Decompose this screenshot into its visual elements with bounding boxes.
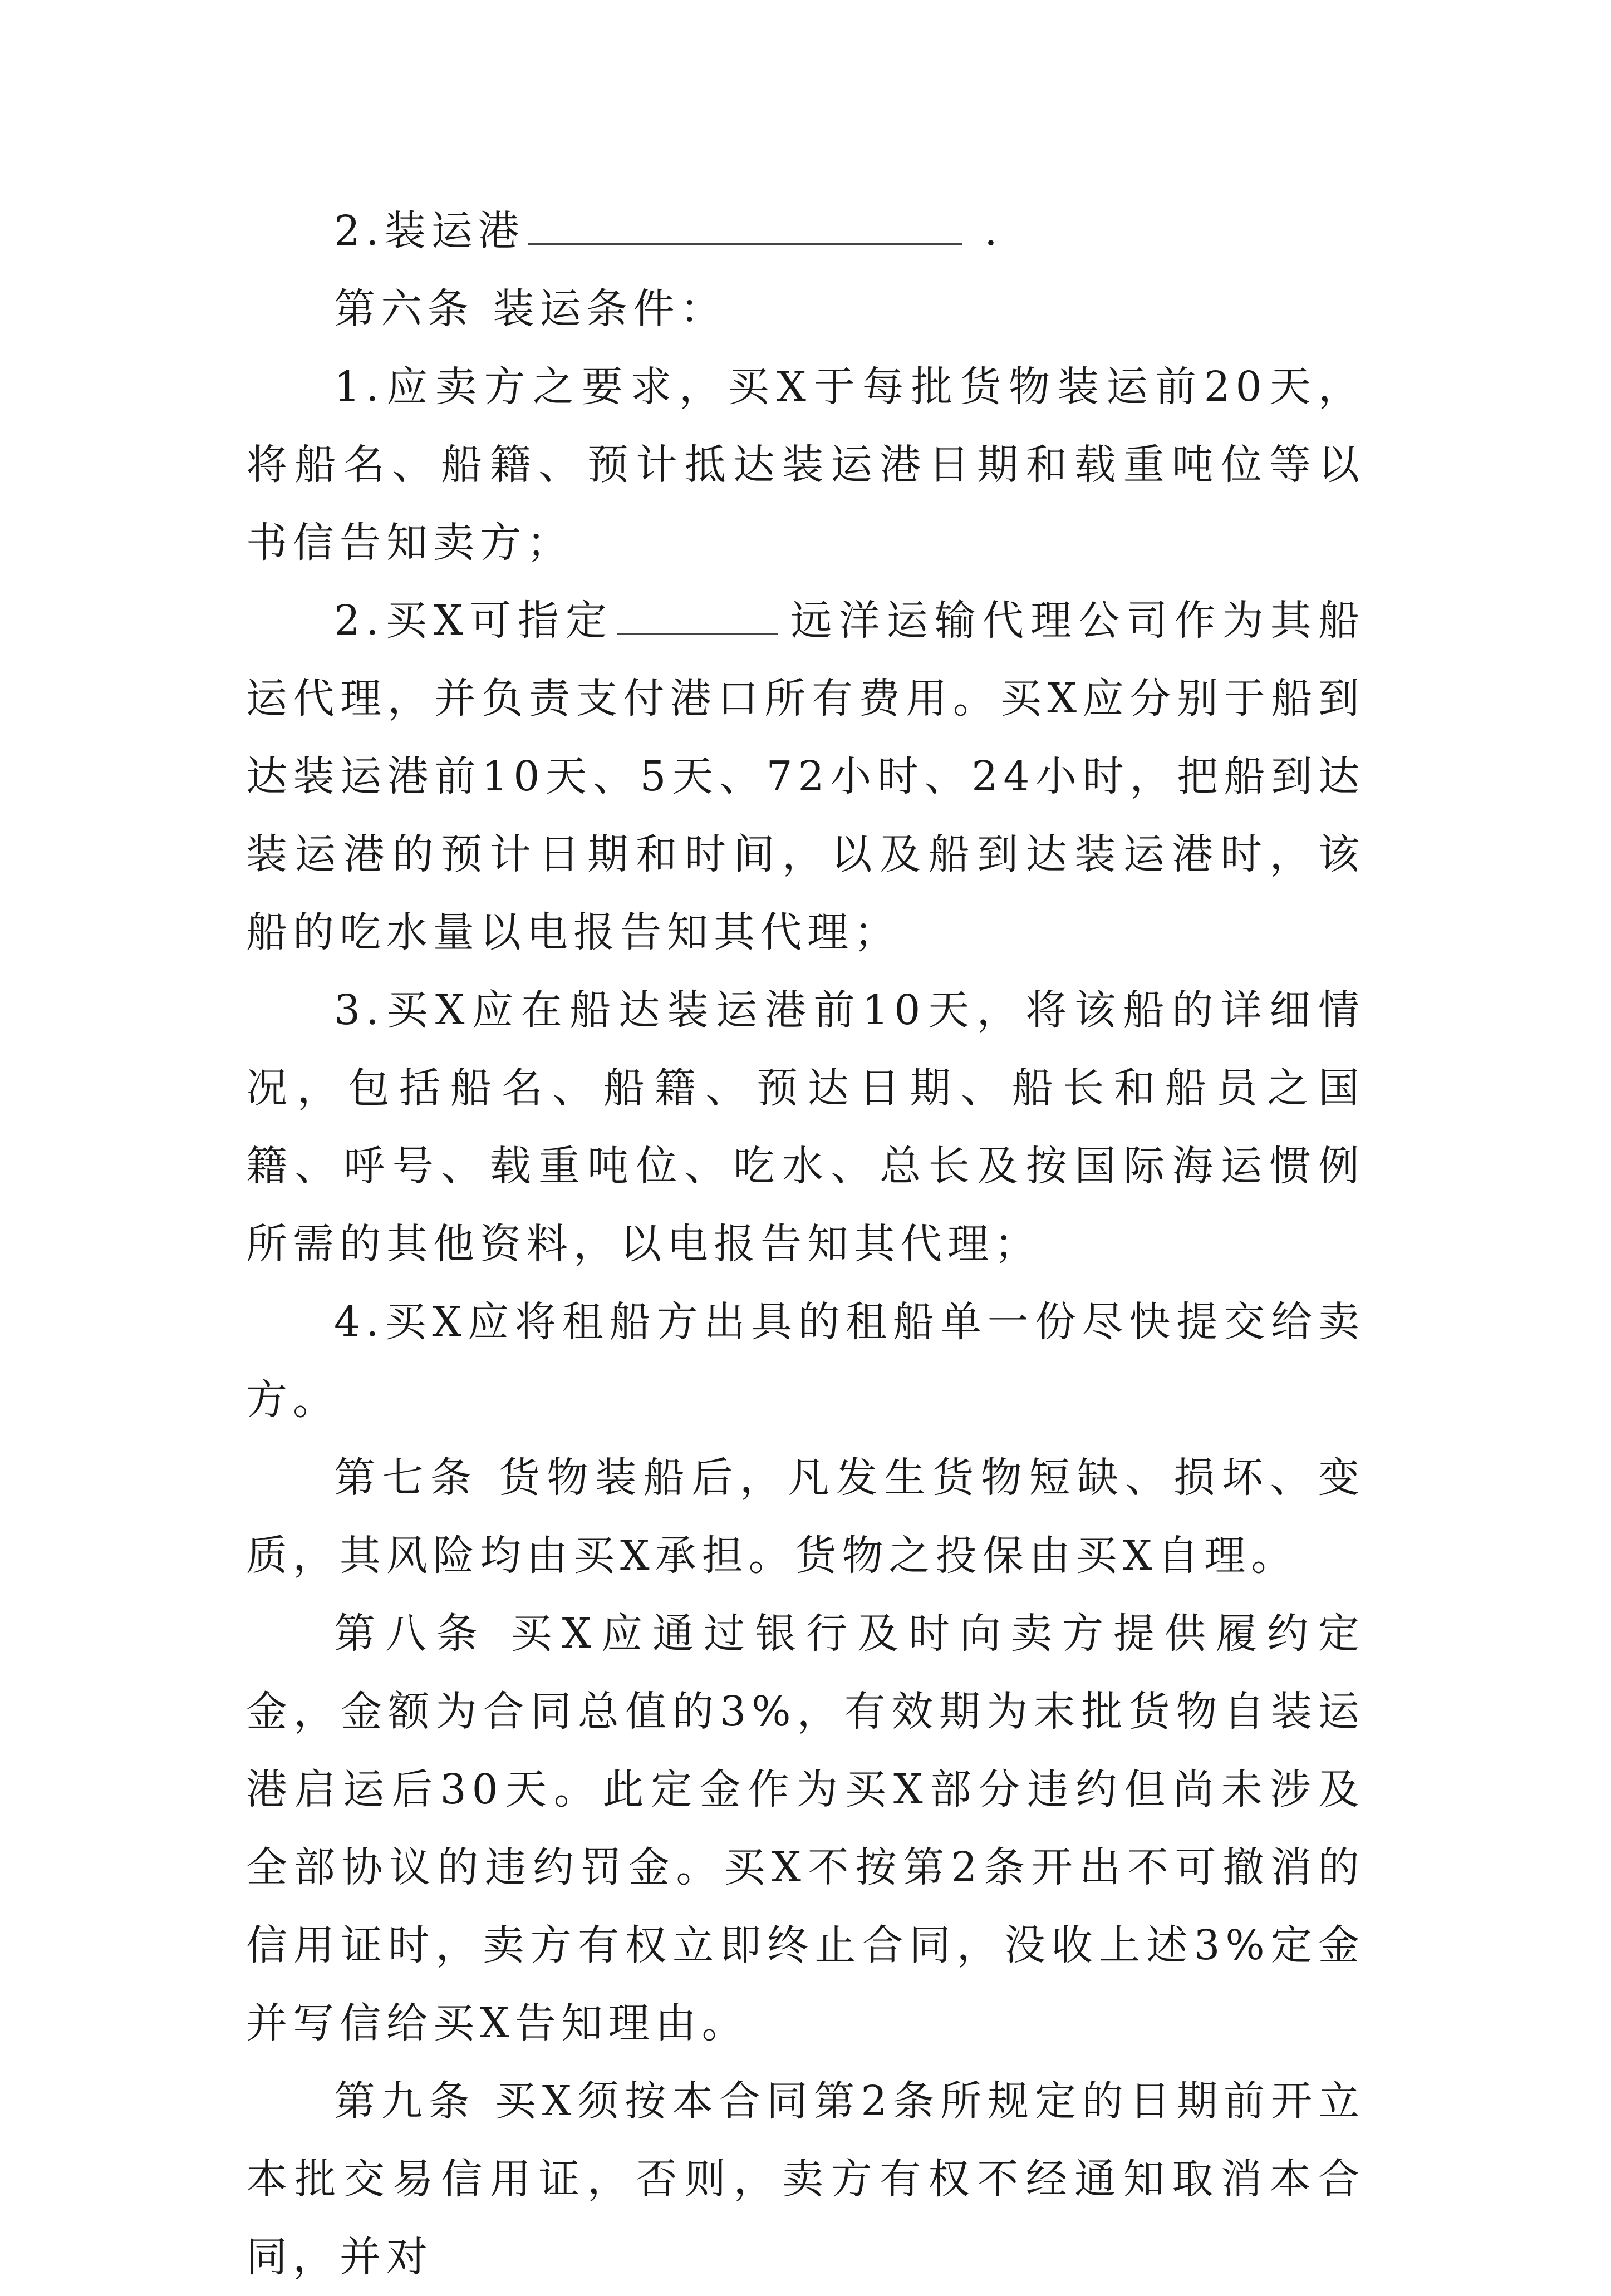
article-6-clause-3: 3.买X应在船达装运港前10天，将该船的详细情况，包括船名、船籍、预达日期、船长和船员之国籍、呼号、载重吨位、吃水、总长及按国际海运惯例所需的其他资料，以电报告知其代理； bbox=[246, 986, 1365, 1268]
article-9: 第九条 买X须按本合同第2条所规定的日期前开立本批交易信用证，否则，卖方有权不经通知取消本合同，并对 bbox=[246, 2077, 1365, 2281]
clause-2-rest: 远洋运输代理公司作为其船运代理，并负责支付港口所有费用。买X应分别于船到达装运港前10天、5天、72小时、24小时，把船到达装运港的预计日期和时间，以及船到达装运港时，该船的吃水量以电报告知其代理； bbox=[246, 597, 1365, 956]
article-6-clause-2 bbox=[246, 582, 1365, 971]
article-6-heading: 第六条 装运条件： bbox=[334, 285, 727, 333]
document-body bbox=[246, 192, 1365, 2296]
paragraph-loading-port bbox=[246, 192, 1365, 270]
clause-2-lead: 2.买X可指定 bbox=[334, 597, 614, 645]
loading-port-label: 2.装运港 bbox=[334, 207, 525, 255]
article-6-clause-1: 1.应卖方之要求，买X于每批货物装运前20天，将船名、船籍、预计抵达装运港日期和载重吨位等以书信告知卖方； bbox=[246, 363, 1365, 567]
loading-port-blank bbox=[528, 200, 962, 245]
shipping-agent-blank bbox=[617, 589, 778, 635]
article-7: 第七条 货物装船后，凡发生货物短缺、损坏、变质，其风险均由买X承担。货物之投保由买X自理。 bbox=[246, 1454, 1365, 1580]
loading-port-end: . bbox=[965, 207, 1003, 255]
article-6-clause-4: 4.买X应将租船方出具的租船单一份尽快提交给卖方。 bbox=[246, 1298, 1365, 1424]
article-8: 第八条 买X应通过银行及时向卖方提供履约定金，金额为合同总值的3%，有效期为末批货物自装运港启运后30天。此定金作为买X部分违约但尚未涉及全部协议的违约罚金。买X不按第2条开出不可撤消的信用证时，卖方有权立即终止合同，没收上述3%定金并写信给买X告知理由。 bbox=[246, 1610, 1365, 2047]
